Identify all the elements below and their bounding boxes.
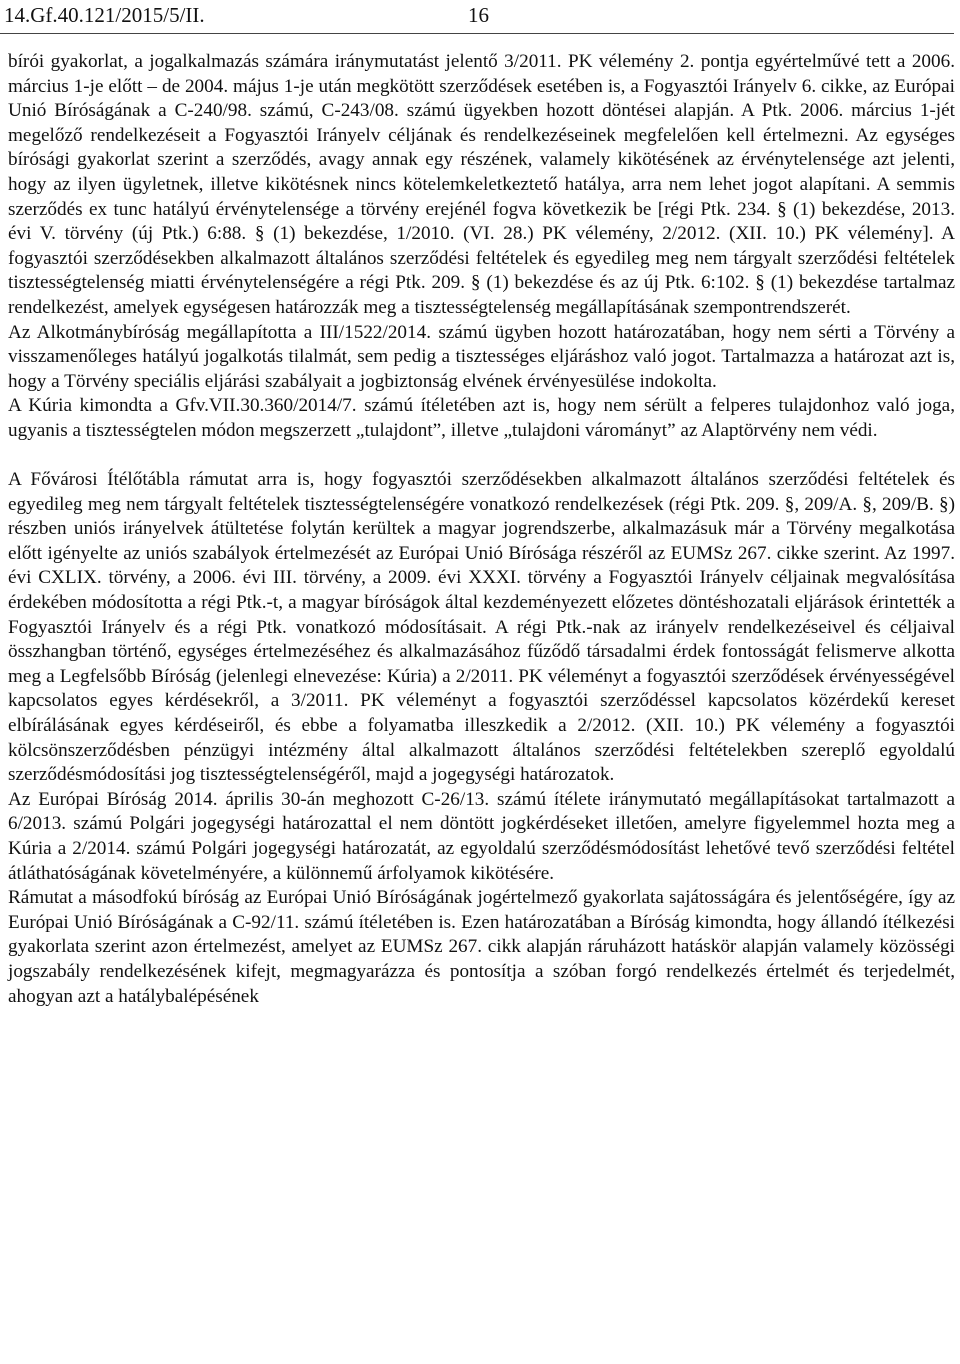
paragraph-gap bbox=[8, 444, 955, 469]
page-number: 16 bbox=[468, 3, 489, 27]
paragraph: Az Európai Bíróság 2014. április 30-án meghozott C-26/13. számú ítélete iránymutató megállapításokat tartalmazott a 6/2013. számú Polgári jogegységi határozattal el nem döntött jogkérdéseket illetően, amelyre figyelemmel hozta meg a Kúria a 2/2014. számú Polgári jogegységi határozatát, az egyoldalú szerződésmódosítást lehetővé tevő szerződési feltétel átláthatóságának követelményére, a különnemű árfolyamok kikötésére. bbox=[8, 788, 955, 884]
paragraph: A Kúria kimondta a Gfv.VII.30.360/2014/7. számú ítéletében azt is, hogy nem sérült a felperes tulajdonhoz való joga, ugyanis a tisztességtelen módon megszerzett „tulajdont”, illetve „tulajdoni várományt” az Alaptörvény nem védi. bbox=[8, 395, 955, 441]
page-header bbox=[0, 0, 960, 30]
header-divider bbox=[0, 33, 954, 34]
paragraph: bírói gyakorlat, a jogalkalmazás számára iránymutatást jelentő 3/2011. PK vélemény 2. pontja egyértelművé tett a 2006. március 1-je előtt – de 2004. május 1-je után megkötött szerződések esetében is, a Fogyasztói Irányelv 6. cikke, az Európai Unió Bíróságának a C-240/98. számú, C-243/08. számú ügyekben hozott döntései alapján. A Ptk. 2006. március 1-jét megelőző rendelkezéseit a Fogyasztói Irányelv céljának és rendelkezéseinek megfelelően kell értelmezni. Az egységes bírósági gyakorlat szerint a szerződés, avagy annak egy részének, valamely kikötésének az érvénytelensége azt jelenti, hogy az ilyen ügyletnek, illetve kikötésnek nincs kötelemkeletkeztető hatálya, arra nem lehet jogot alapítani. A semmis szerződés ex tunc hatályú érvénytelensége a törvény erejénél fogva következik be [régi Ptk. 234. § (1) bekezdése, 2013. évi V. törvény (új Ptk.) 6:88. § (1) bekezdése, 1/2010. (VI. 28.) PK vélemény, 2/2012. (XII. 10.) PK vélemény]. A fogyasztói szerződésekben alkalmazott általános szerződési feltételek és egyedileg meg nem tárgyalt szerződési feltételek tisztességtelenség miatti érvénytelenségére a régi Ptk. 209. § (1) bekezdése és az új Ptk. 6:102. § (1) bekezdése tartalmaz rendelkezést, amelyek egységesen határozzák meg a tisztességtelenség megállapításának szempontrendszerét. bbox=[8, 51, 955, 318]
paragraph: Az Alkotmánybíróság megállapította a III/1522/2014. számú ügyben hozott határozatában, hogy nem sérti a Törvény a visszamenőleges hatályú jogalkotás tilalmát, sem pedig a tisztességes eljáráshoz való jogot. Tartalmazza a határozat azt is, hogy a Törvény speciális eljárási szabályait a jogbiztonság elvének érvényesülése indokolta. bbox=[8, 321, 955, 392]
document-body bbox=[8, 50, 955, 1009]
paragraph: Rámutat a másodfokú bíróság az Európai Unió Bíróságának jogértelmező gyakorlata sajátosságára és jelentőségére, így az Európai Unió Bíróságának a C-92/11. számú ítéletében is. Ezen határozatában a Bíróság kimondta, hogy állandó ítélkezési gyakorlata szerint azon értelmezést, amelyet az EUMSz 267. cikk alapján ráruházott hatáskör alapján valamely közösségi jogszabály rendelkezésének kifejt, megmagyarázza és pontosítja a szóban forgó rendelkezés értelmét és terjedelmét, ahogyan azt a hatálybalépésének bbox=[8, 887, 955, 1007]
paragraph: A Fővárosi Ítélőtábla rámutat arra is, hogy fogyasztói szerződésekben alkalmazott általános szerződési feltételek és egyedileg meg nem tárgyalt feltételek tisztességtelenségére vonatkozó rendelkezések (régi Ptk. 209. §, 209/A. §, 209/B. §) részben uniós irányelvek átültetése folytán kerültek a magyar jogrendszerbe, alkalmazásuk már a Törvény megalkotása előtt igényelte az uniós szabályok értelmezését az Európai Unió Bírósága részéről az EUMSz 267. cikke szerint. Az 1997. évi CXLIX. törvény, a 2006. évi III. törvény, a 2009. évi XXXI. törvény a Fogyasztói Irányelv céljainak megvalósítása érdekében módosította a régi Ptk.-t, a magyar bíróságok által kezdeményezett előzetes döntéshozatali eljárások érintették a Fogyasztói Irányelv és a régi Ptk. vonatkozó módosításait. A régi Ptk.-nak az irányelv rendelkezéseivel és céljaival összhangban történő, egységes értelmezéséhez és alkalmazásához fűződő társadalmi érdek fontosságát felismerve alkotta meg a Legfelsőbb Bíróság (jelenlegi elnevezése: Kúria) a 2/2011. PK véleményt a fogyasztói szerződések érvényességével kapcsolatos egyes kérdésekről, a 3/2011. PK véleményt a fogyasztói szerződéssel kapcsolatos közérdekű kereset elbírálásának egyes kérdéseiről, és ebbe a folyamatba illeszkedik a 2/2012. (XII. 10.) PK vélemény a fogyasztói kölcsönszerződésben pénzügyi intézmény által alkalmazott általános szerződési feltételekben szereplő egyoldalú szerződésmódosítási jog tisztességtelenségéről, majd a jogegységi határozatok. bbox=[8, 469, 955, 786]
case-reference: 14.Gf.40.121/2015/5/II. bbox=[4, 3, 205, 27]
